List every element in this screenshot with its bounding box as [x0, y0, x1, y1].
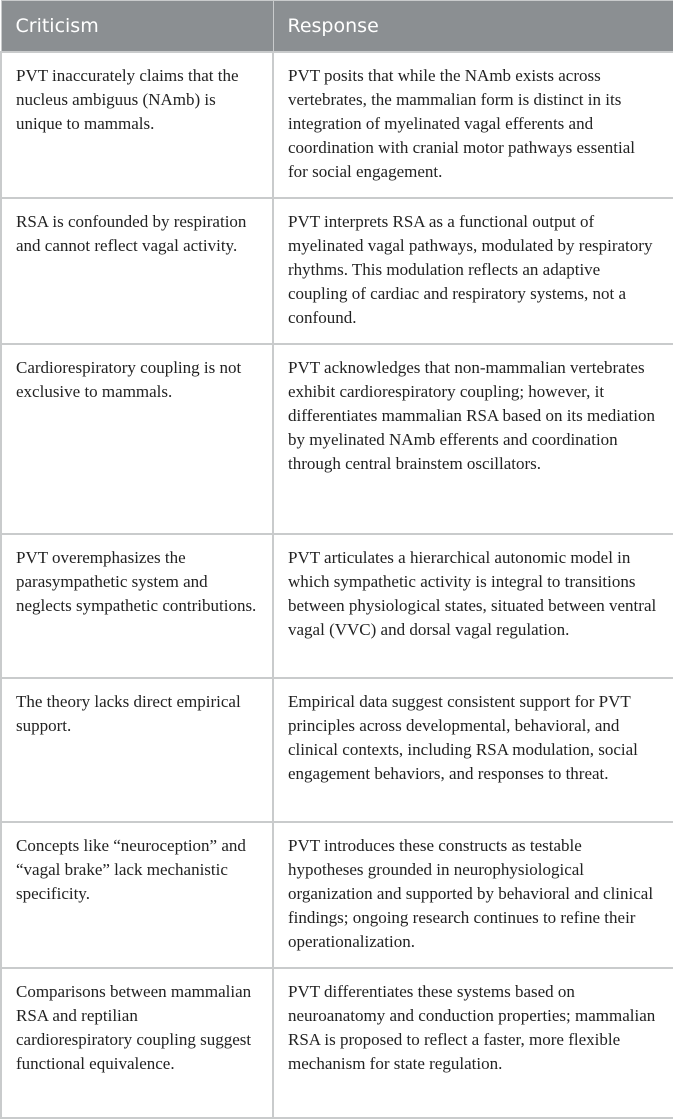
- table-row: [1, 822, 673, 968]
- response-cell: PVT posits that while the NAmb exists across vertebrates, the mammalian form is distinct in its integration of myelinated vagal efferents and coordination with cranial motor pathways essential for social engagement.: [273, 52, 673, 198]
- table-row: [1, 198, 673, 344]
- response-cell: Empirical data suggest consistent support for PVT principles across developmental, behavioral, and clinical contexts, including RSA modulation, social engagement behaviors, and responses to threat.: [273, 678, 673, 822]
- criticism-cell: PVT overemphasizes the parasympathetic system and neglects sympathetic contributions.: [1, 534, 273, 678]
- response-cell: PVT interprets RSA as a functional output of myelinated vagal pathways, modulated by respiratory rhythms. This modulation reflects an adaptive coupling of cardiac and respiratory systems, not a confound.: [273, 198, 673, 344]
- response-cell: PVT introduces these constructs as testable hypotheses grounded in neurophysiological organization and supported by behavioral and clinical findings; ongoing research continues to refine their operationalization.: [273, 822, 673, 968]
- table-row: [1, 678, 673, 822]
- response-cell: PVT differentiates these systems based on neuroanatomy and conduction properties; mammalian RSA is proposed to reflect a faster, more flexible mechanism for state regulation.: [273, 968, 673, 1118]
- header-response: Response: [273, 1, 673, 53]
- table-row: [1, 534, 673, 678]
- criticism-cell: Cardiorespiratory coupling is not exclusive to mammals.: [1, 344, 273, 534]
- criticism-cell: RSA is confounded by respiration and cannot reflect vagal activity.: [1, 198, 273, 344]
- criticism-cell: The theory lacks direct empirical support.: [1, 678, 273, 822]
- criticism-cell: Comparisons between mammalian RSA and reptilian cardiorespiratory coupling suggest functional equivalence.: [1, 968, 273, 1118]
- criticism-cell: Concepts like “neuroception” and “vagal brake” lack mechanistic specificity.: [1, 822, 273, 968]
- table-row: [1, 344, 673, 534]
- header-criticism: Criticism: [1, 1, 273, 53]
- table-row: [1, 968, 673, 1118]
- header-row: [1, 1, 673, 53]
- table-row: [1, 52, 673, 198]
- criticism-cell: PVT inaccurately claims that the nucleus ambiguus (NAmb) is unique to mammals.: [1, 52, 273, 198]
- response-cell: PVT acknowledges that non-mammalian vertebrates exhibit cardiorespiratory coupling; however, it differentiates mammalian RSA based on its mediation by myelinated NAmb efferents and coordination through central brainstem oscillators.: [273, 344, 673, 534]
- response-cell: PVT articulates a hierarchical autonomic model in which sympathetic activity is integral to transitions between physiological states, situated between ventral vagal (VVC) and dorsal vagal regulation.: [273, 534, 673, 678]
